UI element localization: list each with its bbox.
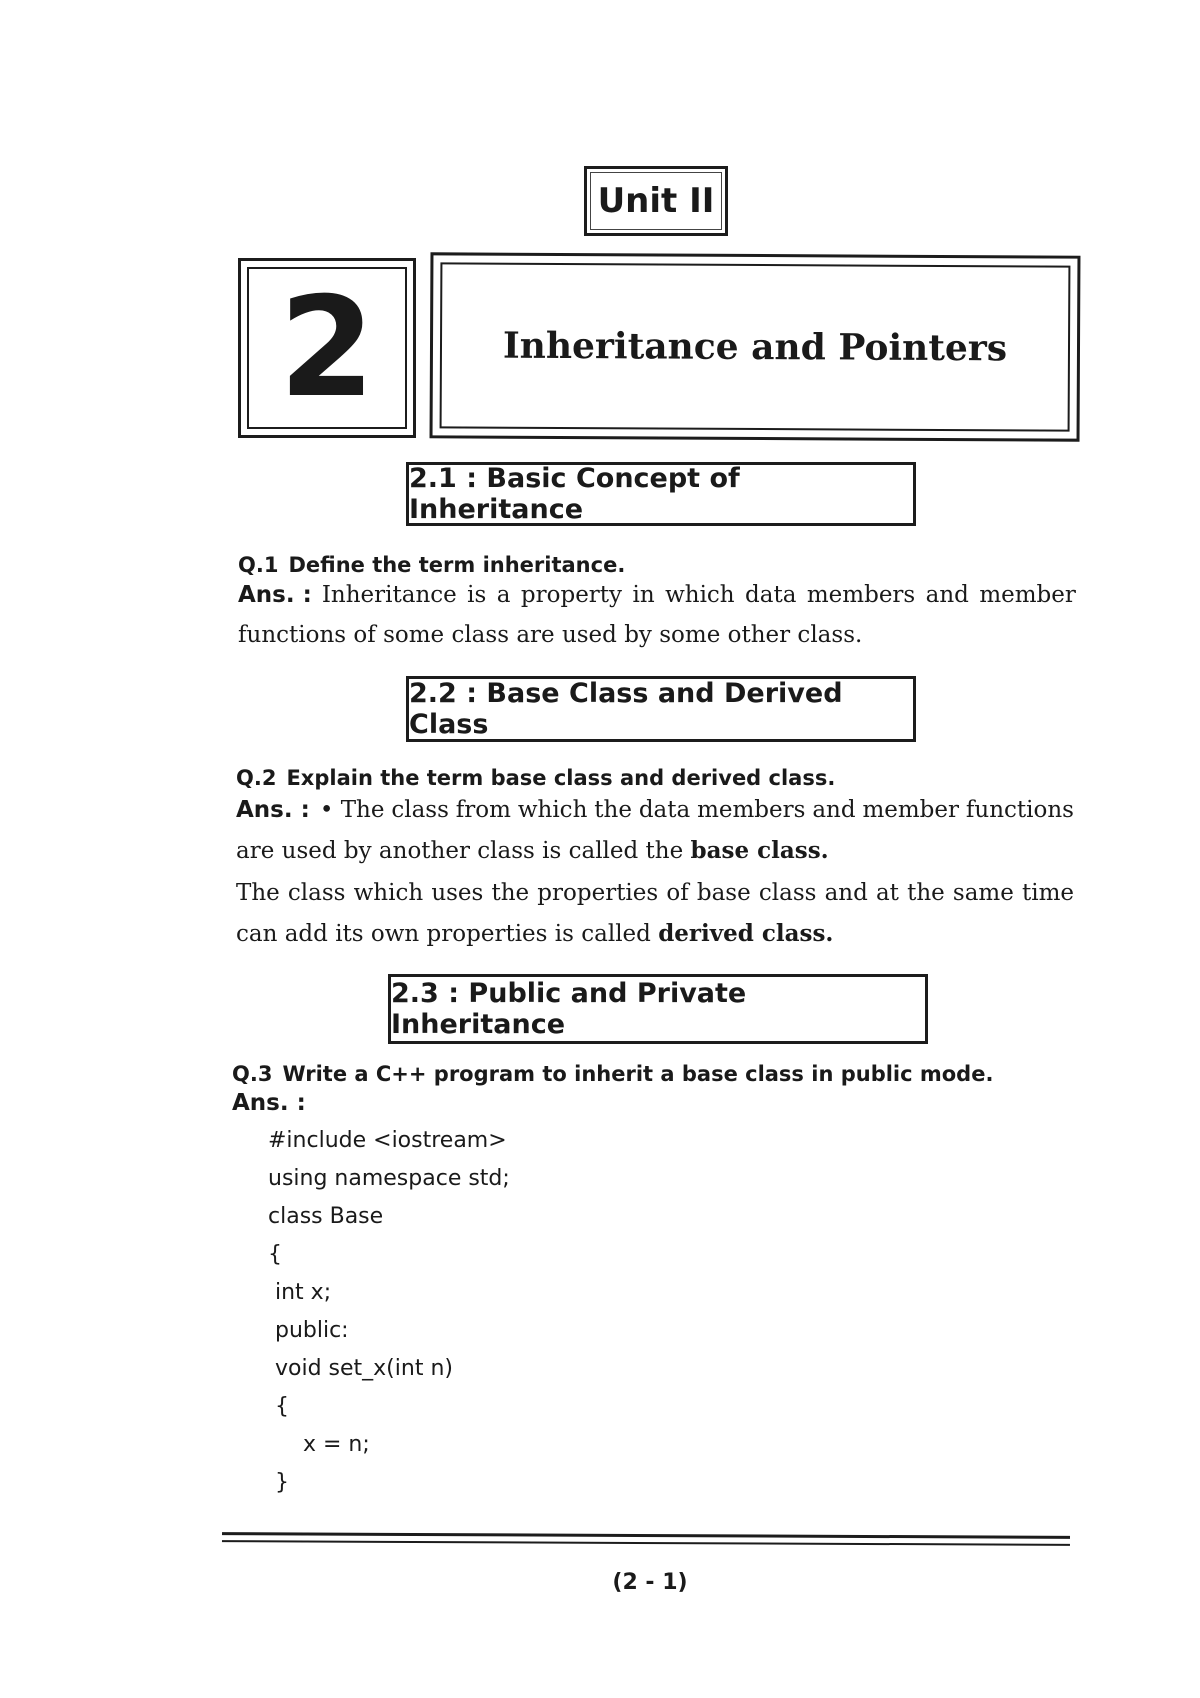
answer-text: can add its own properties is called (236, 921, 659, 947)
word: the (907, 880, 945, 906)
answer-text: are used by another class is called the (236, 838, 691, 864)
question-text: Explain the term base class and derived class. (286, 766, 836, 790)
term-base-class: base class. (690, 837, 829, 864)
word: the (491, 880, 530, 906)
word: member (862, 797, 960, 823)
code-line: int x; (268, 1280, 332, 1305)
word: is (467, 582, 487, 608)
word: uses (431, 880, 484, 906)
word: • The (319, 797, 385, 823)
word: which (517, 797, 588, 823)
answer-2-line-4 (236, 920, 833, 947)
word: class (758, 880, 817, 906)
chapter-number-box (238, 258, 416, 438)
word: of (666, 880, 689, 906)
answer-2-line-3 (236, 880, 1074, 906)
chapter-number: 2 (247, 267, 407, 429)
code-line: } (268, 1470, 289, 1495)
question-3 (232, 1062, 993, 1086)
word: Inheritance (321, 582, 457, 608)
word: in (632, 582, 655, 608)
answer-1-line-1 (238, 582, 1076, 608)
section-heading-2-2: 2.2 : Base Class and Derived Class (406, 676, 916, 742)
code-line: #include <iostream> (268, 1128, 507, 1153)
word: class (287, 880, 346, 906)
word: property (520, 582, 623, 608)
word: The (236, 880, 280, 906)
question-text: Define the term inheritance. (288, 553, 626, 577)
code-line: public: (268, 1318, 349, 1343)
code-line: { (268, 1242, 282, 1267)
word: and (925, 582, 969, 608)
word: properties (537, 880, 659, 906)
answer-3-label (232, 1090, 316, 1116)
word: the (594, 797, 632, 823)
question-1 (238, 553, 625, 577)
word: members (697, 797, 806, 823)
term-derived-class: derived class. (658, 920, 834, 947)
code-line: x = n; (268, 1432, 370, 1457)
section-heading-2-3: 2.3 : Public and Private Inheritance (388, 974, 928, 1044)
page-number: (2 - 1) (612, 1570, 688, 1595)
answer-label: Ans. : (232, 1090, 306, 1116)
footer-rule (222, 1532, 1070, 1546)
answer-2-line-1 (236, 797, 1074, 823)
word: base (696, 880, 751, 906)
word: class (391, 797, 449, 823)
answer-2-line-2 (236, 837, 829, 864)
word: which (353, 880, 424, 906)
question-number: Q.1 (238, 553, 279, 577)
word: members (806, 582, 916, 608)
question-number: Q.3 (232, 1062, 273, 1086)
chapter-title: Inheritance and Pointers (440, 262, 1071, 431)
word: which (665, 582, 735, 608)
question-text: Write a C++ program to inherit a base class in public mode. (282, 1062, 994, 1086)
code-line: using namespace std; (268, 1166, 510, 1191)
word: from (455, 797, 511, 823)
code-line: class Base (268, 1204, 384, 1229)
unit-label: Unit II (584, 166, 728, 236)
code-line: void set_x(int n) (268, 1356, 453, 1381)
word: at (875, 880, 899, 906)
answer-label: Ans. : (236, 797, 310, 823)
answer-label: Ans. : (238, 582, 312, 608)
word: same (952, 880, 1014, 906)
question-number: Q.2 (236, 766, 277, 790)
word: and (824, 880, 868, 906)
word: functions (965, 797, 1074, 823)
section-heading-2-1: 2.1 : Basic Concept of Inheritance (406, 462, 916, 526)
word: and (812, 797, 856, 823)
code-line: { (268, 1394, 289, 1419)
word: data (638, 797, 691, 823)
chapter-title-box (430, 252, 1081, 441)
word: a (496, 582, 511, 608)
answer-1-line-2: functions of some class are used by some other class. (238, 622, 863, 648)
word: member (979, 582, 1076, 608)
question-2 (236, 766, 835, 790)
word: data (745, 582, 797, 608)
word: time (1021, 880, 1074, 906)
